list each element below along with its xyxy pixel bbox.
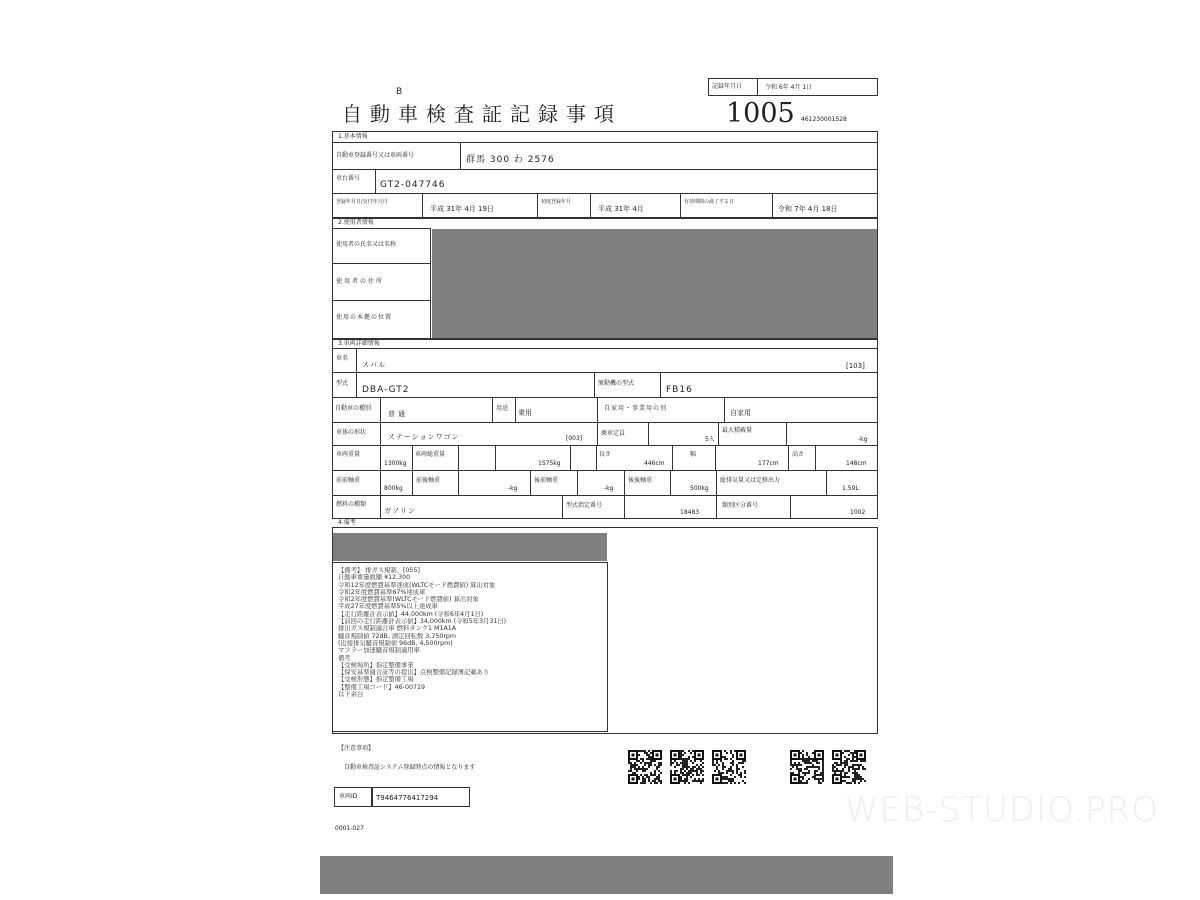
body-shape-code: [003] <box>566 435 583 442</box>
vehicle-id-label-box <box>334 787 372 807</box>
user-address-label: 使用者の住所 <box>336 278 385 285</box>
base-location-label: 使用の本拠の位置 <box>336 314 393 321</box>
first-year-label: 初度登録年月 <box>541 199 572 205</box>
remarks-line: 平成27年度燃費基準5%以上達成車 <box>338 603 438 611</box>
remarks-line: 【受検場所】指定整備事業 <box>338 661 414 669</box>
fuel-value: ガソリン <box>384 507 416 515</box>
redacted-user-block <box>432 229 877 338</box>
class-number-value: 1002 <box>850 509 866 516</box>
maker-code: [103] <box>846 362 865 370</box>
width-label: 幅 <box>690 451 697 458</box>
max-load-value: -kg <box>858 436 868 443</box>
rear-front-axle-label: 後前軸重 <box>534 477 559 484</box>
reg-number-value: 群馬 300 わ 2576 <box>466 155 555 165</box>
rear-rear-axle-label: 後後軸重 <box>628 477 653 484</box>
qr-code-5 <box>832 750 866 784</box>
displacement-value: 1.59L <box>842 485 859 492</box>
use-value: 乗用 <box>518 409 532 417</box>
remarks-line: 【整備工場コード】46-00719 <box>338 683 425 691</box>
remarks-line: 以下余白 <box>338 691 364 699</box>
height-label: 高さ <box>792 451 805 458</box>
width-value: 177cm <box>758 460 779 467</box>
gross-weight-value: 1575kg <box>538 460 561 467</box>
header-letter: B <box>396 87 403 97</box>
notes-text: 自動車検査証システム登録時点の情報となります <box>344 764 476 771</box>
chassis-label: 車台番号 <box>336 175 361 182</box>
maker-label: 車名 <box>336 355 349 362</box>
height-value: 148cm <box>846 460 867 467</box>
capacity-label: 乗車定員 <box>601 430 626 437</box>
vehicle-id-label: 車両ID <box>339 793 358 800</box>
approval-number-value: 18483 <box>680 509 700 516</box>
remarks-line: 【前回の走行距離計表示値】34,000km (令和5年3月31日) <box>338 618 507 626</box>
vehicle-id-value: T9464776417294 <box>376 794 439 802</box>
expiry-label: 有効期間の満了する日 <box>684 199 735 205</box>
rear-rear-axle-value: 500kg <box>690 485 709 492</box>
watermark: WEB-STUDIO.PRO <box>845 790 1160 830</box>
max-load-label: 最大積載量 <box>722 427 753 434</box>
first-reg-value: 平成 31年 4月 19日 <box>430 205 494 213</box>
record-date-box <box>708 78 878 96</box>
remarks-line: 令和12年度燃費基準達成(WLTCモード燃費値) 算出対象 <box>338 581 496 589</box>
maker-value: スバル <box>362 361 386 369</box>
vehicle-id-value-box <box>372 787 470 807</box>
expiry-value: 令和 7年 4月 18日 <box>778 205 838 213</box>
remarks-line: 【受検形態】指定整備工場 <box>338 676 414 684</box>
vehicle-type-label: 自動車の種別 <box>335 405 372 412</box>
remarks-line: (近接排気騒音規制値 96dB, 4,500rpm) <box>338 639 453 647</box>
document-title: 自動車検査証記録事項 <box>342 102 622 126</box>
use-label: 用途 <box>496 405 509 412</box>
chassis-value: GT2-047746 <box>380 180 446 190</box>
class-number-label: 類別区分番号 <box>722 502 759 509</box>
body-shape-value: ステーションワゴン <box>388 433 460 441</box>
front-front-axle-value: 800kg <box>384 485 403 492</box>
model-value: DBA-GT2 <box>362 385 410 395</box>
vehicle-weight-value: 1300kg <box>384 460 407 467</box>
first-year-value: 平成 31年 4月 <box>598 205 644 213</box>
notes-label: 【注意事項】 <box>338 745 375 752</box>
remarks-line: 騒音規制値 72dB, 測定回転数 3,750rpm <box>338 632 457 640</box>
vehicle-weight-label: 車両重量 <box>336 451 361 458</box>
serial-number: 461230001528 <box>801 116 847 123</box>
length-label: 長さ <box>599 451 612 458</box>
fuel-label: 燃料の種類 <box>336 501 367 508</box>
user-info-label: 2.使用者情報 <box>338 219 374 226</box>
remarks-line: 【備考】 排ガス規制、[055] <box>338 567 420 574</box>
private-use-value: 自家用 <box>730 409 751 417</box>
capacity-value: 5人 <box>705 436 715 443</box>
model-label: 型式 <box>336 380 349 387</box>
vehicle-details-label: 3.車両詳細情報 <box>338 340 380 347</box>
remarks-line: マフラー加速騒音規制適用車 <box>338 647 420 655</box>
engine-label: 原動機の型式 <box>598 380 635 387</box>
remarks-line: 令和2年度燃費基準67%達成車 <box>338 588 426 596</box>
remarks-line: 令和2年度燃費基準(WLTCモード燃費値) 算出対象 <box>338 596 479 604</box>
basic-info-label: 1.基本情報 <box>338 133 368 140</box>
remarks-line: 備考 <box>338 654 351 662</box>
record-date-label: 記録年月日 <box>712 83 743 90</box>
length-value: 446cm <box>644 460 665 467</box>
remarks-text <box>338 567 606 698</box>
engine-value: FB16 <box>666 385 693 395</box>
private-use-label: 自家用・事業用の別 <box>604 405 668 412</box>
redacted-remarks-block <box>333 533 607 561</box>
body-shape-label: 車体の形状 <box>336 429 367 436</box>
vehicle-type-value: 普通 <box>388 410 408 418</box>
form-code: 0001-027 <box>335 825 364 832</box>
front-rear-axle-value: -kg <box>508 485 518 492</box>
displacement-label: 総排気量又は定格出力 <box>720 477 781 484</box>
remarks-line: 【走行距離計表示値】44,000km (令和6年4月1日) <box>338 610 484 618</box>
approval-number-label: 型式指定番号 <box>566 502 603 509</box>
front-rear-axle-label: 前後軸重 <box>416 477 441 484</box>
redacted-footer-bar <box>320 856 893 894</box>
first-reg-label: 登録年月日/交付年月日 <box>336 199 388 205</box>
rear-front-axle-value: -kg <box>604 485 614 492</box>
user-name-label: 使用者の氏名又は名称 <box>336 241 397 248</box>
remarks-line: 排出ガス規制適合車 燃料タンク1 M1A1A <box>338 625 457 633</box>
qr-code-3 <box>712 750 746 784</box>
qr-code-2 <box>670 750 704 784</box>
gross-weight-label: 車両総重量 <box>415 451 446 458</box>
remarks-line: 【保安基準適合証等の提出】点検整備記録簿記載あり <box>338 669 490 677</box>
handwritten-number: 1005 <box>726 98 795 129</box>
qr-code-1 <box>628 750 662 784</box>
remarks-section-label: 4.備考 <box>338 519 356 526</box>
remarks-line: 自動車重量税額 ¥12,300 <box>338 574 411 582</box>
reg-number-label: 自動車登録番号又は車両番号 <box>336 152 415 159</box>
record-date-value: 令和 6年 4月 1日 <box>765 84 813 91</box>
front-front-axle-label: 前前軸重 <box>336 477 361 484</box>
qr-code-4 <box>790 750 824 784</box>
vehicle-details-section <box>332 339 878 519</box>
